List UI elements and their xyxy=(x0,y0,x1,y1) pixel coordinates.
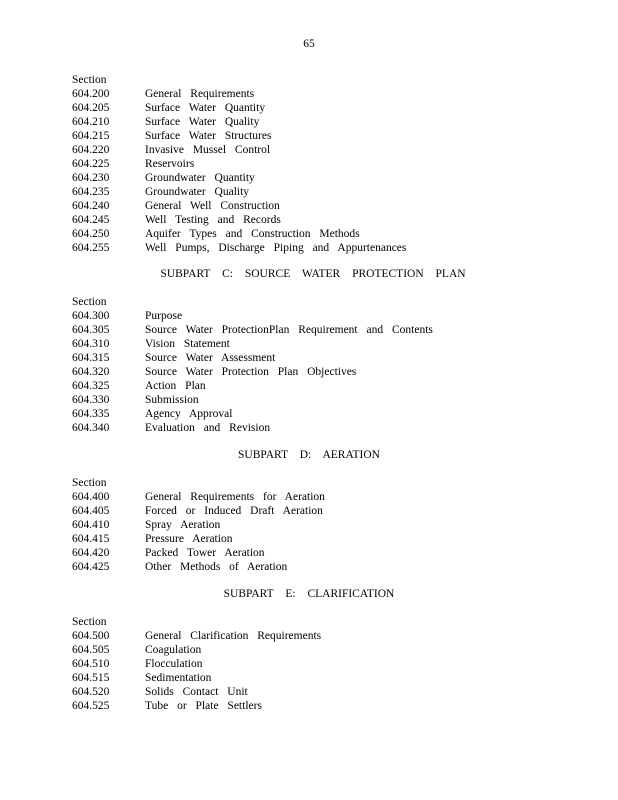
toc-entry xyxy=(72,129,592,143)
section-number: 604.335 xyxy=(72,408,110,420)
toc-entry xyxy=(72,337,592,351)
section-title: Coagulation xyxy=(145,644,202,656)
toc-entry xyxy=(72,115,592,129)
section-number: 604.240 xyxy=(72,200,110,212)
section-title: Other Methods of Aeration xyxy=(145,561,288,573)
section-title: Solids Contact Unit xyxy=(145,686,248,698)
section-title: General Clarification Requirements xyxy=(145,630,322,642)
section-title: Vision Statement xyxy=(145,338,230,350)
section-number: 604.510 xyxy=(72,658,110,670)
toc-entry xyxy=(72,532,592,546)
toc-entry xyxy=(72,143,592,157)
section-title: Well Pumps, Discharge Piping and Appurtenances xyxy=(145,242,407,254)
toc-entry xyxy=(72,185,592,199)
section-title: Pressure Aeration xyxy=(145,533,233,545)
section-number: 604.520 xyxy=(72,686,110,698)
section-number: 604.225 xyxy=(72,158,110,170)
toc-entry xyxy=(72,379,592,393)
section-title: Groundwater Quantity xyxy=(145,172,255,184)
toc-entry xyxy=(72,657,592,671)
toc-entry xyxy=(72,629,592,643)
section-title: General Requirements xyxy=(145,88,255,100)
section-title: Sedimentation xyxy=(145,672,212,684)
section-header: Section xyxy=(72,477,107,489)
section-title: Aquifer Types and Construction Methods xyxy=(145,228,360,240)
section-title: Submission xyxy=(145,394,199,406)
section-number: 604.505 xyxy=(72,644,110,656)
section-title: Tube or Plate Settlers xyxy=(145,700,262,712)
section-list-subpart-c xyxy=(72,295,592,435)
section-title: Reservoirs xyxy=(145,158,195,170)
section-number: 604.250 xyxy=(72,228,110,240)
section-number: 604.410 xyxy=(72,519,110,531)
section-header: Section xyxy=(72,616,107,628)
toc-entry xyxy=(72,671,592,685)
section-number: 604.215 xyxy=(72,130,110,142)
section-title: Surface Water Quantity xyxy=(145,102,266,114)
toc-entry xyxy=(72,421,592,435)
section-title: Surface Water Structures xyxy=(145,130,272,142)
section-title: Evaluation and Revision xyxy=(145,422,271,434)
section-list-general xyxy=(72,73,592,255)
section-title: General Requirements for Aeration xyxy=(145,491,325,503)
section-number: 604.210 xyxy=(72,116,110,128)
section-number: 604.255 xyxy=(72,242,110,254)
section-title: Purpose xyxy=(145,310,183,322)
section-list-subpart-d xyxy=(72,476,592,574)
section-title: Source Water Assessment xyxy=(145,352,276,364)
section-title: Invasive Mussel Control xyxy=(145,144,271,156)
section-number: 604.235 xyxy=(72,186,110,198)
section-number: 604.245 xyxy=(72,214,110,226)
section-number: 604.305 xyxy=(72,324,110,336)
toc-entry xyxy=(72,685,592,699)
toc-entry xyxy=(72,518,592,532)
subpart-heading-d: SUBPART D: AERATION xyxy=(238,449,380,461)
toc-entry xyxy=(72,87,592,101)
toc-entry xyxy=(72,490,592,504)
toc-entry xyxy=(72,309,592,323)
toc-entry xyxy=(72,323,592,337)
section-number: 604.340 xyxy=(72,422,110,434)
toc-entry xyxy=(72,504,592,518)
toc-entry xyxy=(72,351,592,365)
section-list-subpart-e xyxy=(72,615,592,713)
section-number: 604.515 xyxy=(72,672,110,684)
toc-entry xyxy=(72,213,592,227)
section-number: 604.425 xyxy=(72,561,110,573)
section-number: 604.325 xyxy=(72,380,110,392)
section-number: 604.330 xyxy=(72,394,110,406)
section-number: 604.400 xyxy=(72,491,110,503)
section-number: 604.525 xyxy=(72,700,110,712)
section-number: 604.315 xyxy=(72,352,110,364)
toc-entry xyxy=(72,393,592,407)
toc-entry xyxy=(72,101,592,115)
section-number: 604.320 xyxy=(72,366,110,378)
subpart-heading-c: SUBPART C: SOURCE WATER PROTECTION PLAN xyxy=(160,268,466,280)
section-number: 604.310 xyxy=(72,338,110,350)
toc-entry xyxy=(72,407,592,421)
section-header: Section xyxy=(72,74,107,86)
toc-entry xyxy=(72,546,592,560)
section-header: Section xyxy=(72,296,107,308)
toc-entry xyxy=(72,241,592,255)
section-title: Surface Water Quality xyxy=(145,116,260,128)
section-title: Groundwater Quality xyxy=(145,186,250,198)
toc-entry xyxy=(72,365,592,379)
section-title: Packed Tower Aeration xyxy=(145,547,265,559)
section-number: 604.300 xyxy=(72,310,110,322)
section-number: 604.500 xyxy=(72,630,110,642)
toc-entry xyxy=(72,199,592,213)
section-title: Agency Approval xyxy=(145,408,233,420)
toc-entry xyxy=(72,171,592,185)
section-number: 604.230 xyxy=(72,172,110,184)
section-title: Flocculation xyxy=(145,658,203,670)
section-number: 604.420 xyxy=(72,547,110,559)
toc-entry xyxy=(72,227,592,241)
section-title: Action Plan xyxy=(145,380,206,392)
section-number: 604.205 xyxy=(72,102,110,114)
section-title: Well Testing and Records xyxy=(145,214,281,226)
section-number: 604.200 xyxy=(72,88,110,100)
page-number: 65 xyxy=(303,38,315,50)
toc-entry xyxy=(72,560,592,574)
toc-entry xyxy=(72,643,592,657)
toc-entry xyxy=(72,699,592,713)
section-number: 604.220 xyxy=(72,144,110,156)
section-title: Spray Aeration xyxy=(145,519,221,531)
section-number: 604.405 xyxy=(72,505,110,517)
toc-entry xyxy=(72,157,592,171)
section-title: Source Water Protection Plan Objectives xyxy=(145,366,357,378)
section-title: General Well Construction xyxy=(145,200,280,212)
section-title: Source Water ProtectionPlan Requirement and Contents xyxy=(145,324,433,336)
section-number: 604.415 xyxy=(72,533,110,545)
section-title: Forced or Induced Draft Aeration xyxy=(145,505,323,517)
subpart-heading-e: SUBPART E: CLARIFICATION xyxy=(223,588,395,600)
